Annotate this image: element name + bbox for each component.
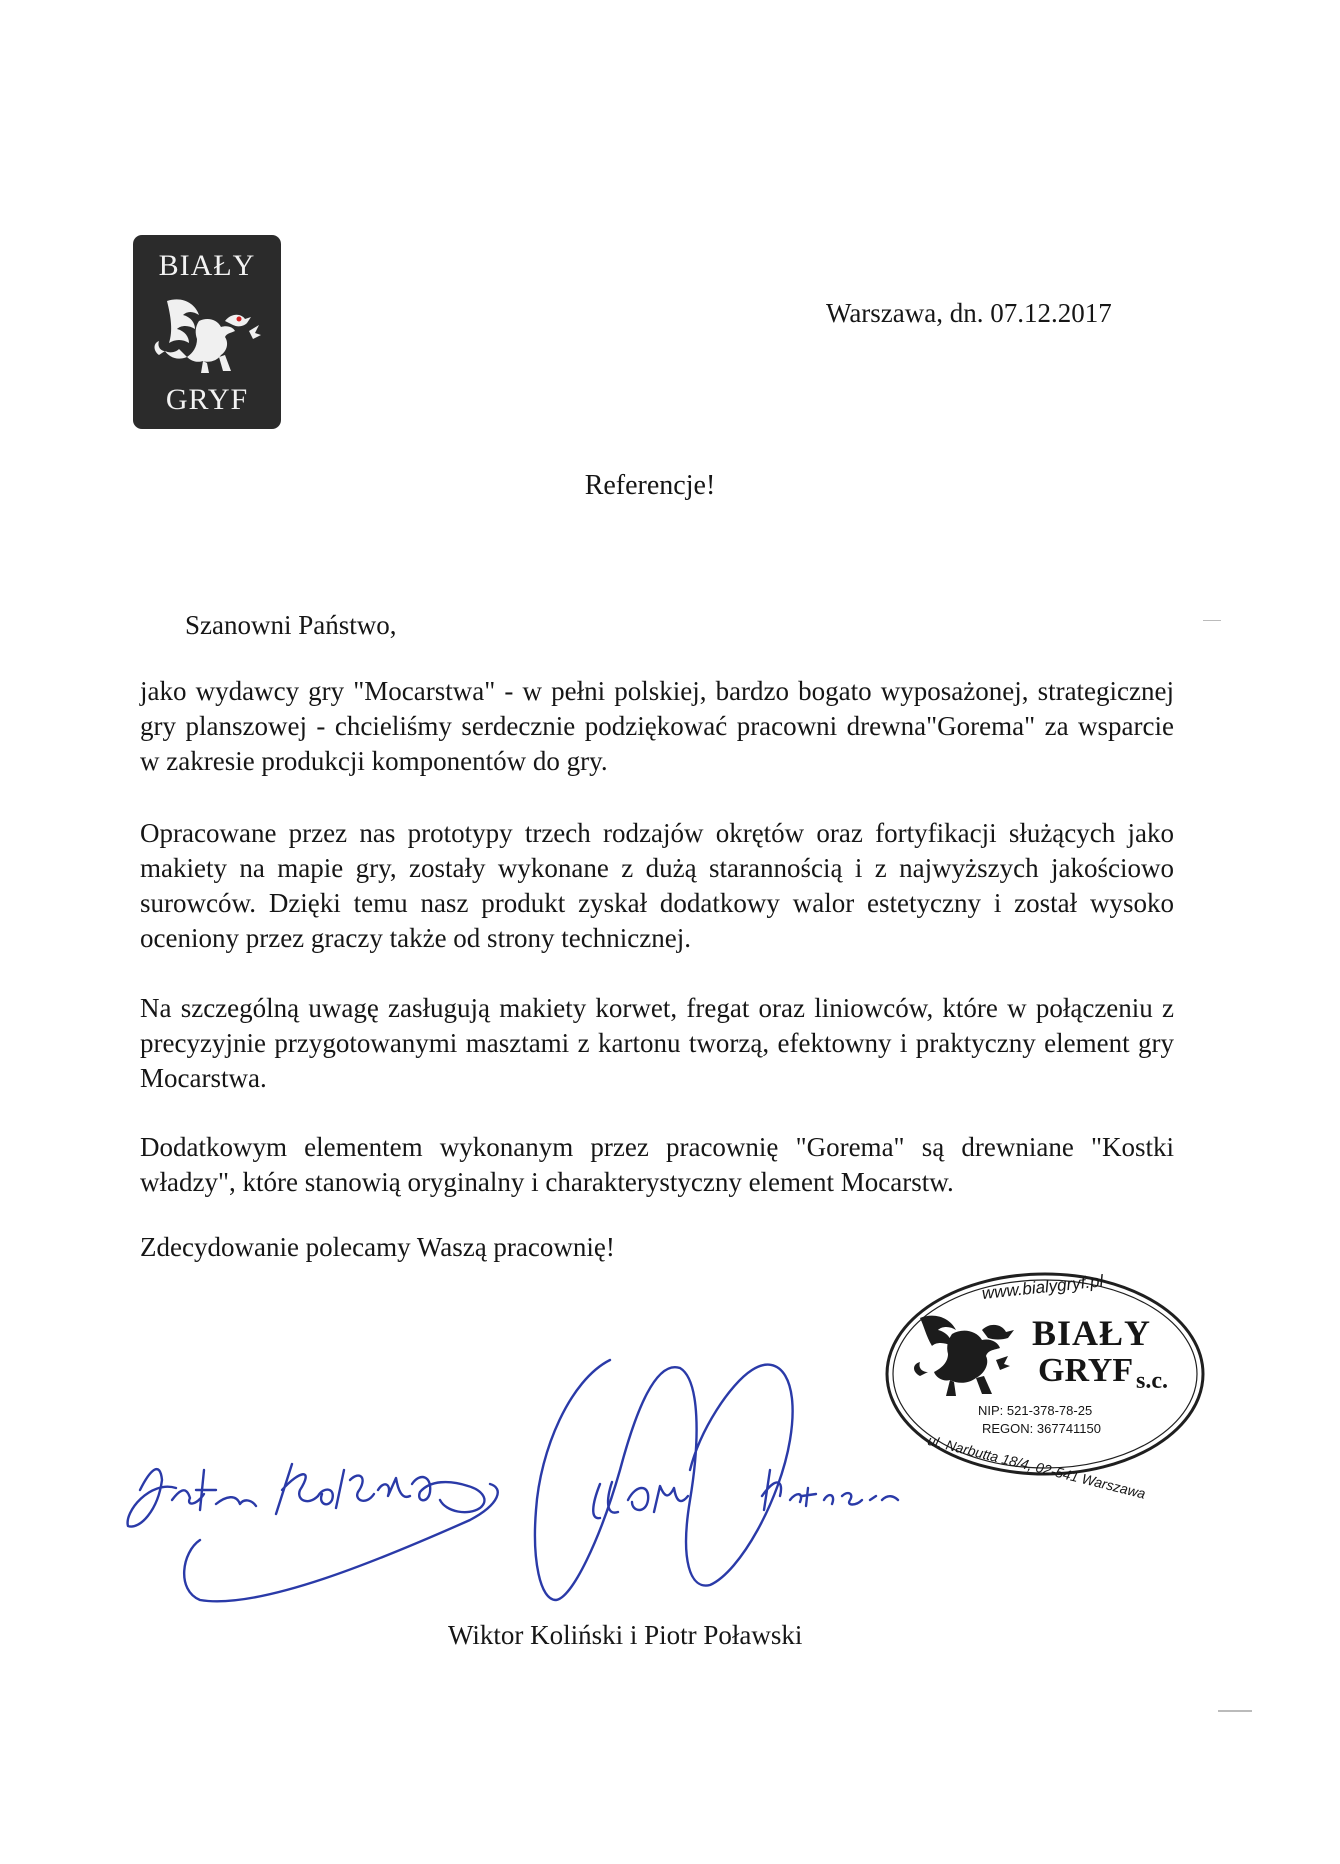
- letter-title: Referencje!: [584, 470, 716, 501]
- stamp-address: ul. Narbutta 18/4, 02-541 Warszawa: [926, 1432, 1148, 1502]
- paragraph-1: jako wydawcy gry "Mocarstwa" - w pełni polskiej, bardzo bogato wyposażonej, strategicznej gry planszowej - chcieliśmy serdecznie podziękować pracowni drewna"Gorema" za wsparcie w zakresie produkcji komponentów do gry.: [140, 676, 1174, 776]
- paragraph-3: Na szczególną uwagę zasługują makiety korwet, fregat oraz liniowców, które w połączeniu z precyzyjnie przygotowanymi masztami z kartonu tworzą, efektowny i praktyczny element gry Mocarstwa.: [140, 993, 1174, 1093]
- logo-line2: GRYF: [165, 383, 249, 416]
- stamp-name-line1: BIAŁY: [1032, 1313, 1152, 1353]
- stamp-url: www.bialygryf.pl: [980, 1271, 1105, 1303]
- stamp-regon: REGON: 367741150: [982, 1421, 1101, 1436]
- signatories: Wiktor Koliński i Piotr Poławski: [448, 1620, 803, 1650]
- paragraph-2: Opracowane przez nas prototypy trzech rodzajów okrętów oraz fortyfikacji służących jako makiety na mapie gry, zostały wykonane z dużą starannością i z najwyższych jakościowo surowców. Dzięki temu nasz produkt zyskał dodatkowy walor estetyczny i został wysoko oceniony przez graczy także od strony technicznej.: [140, 818, 1174, 953]
- stamp-name-line2: GRYF: [1038, 1352, 1134, 1389]
- stamp-suffix: s.c.: [1136, 1368, 1168, 1394]
- logo-line1: BIAŁY: [158, 249, 256, 282]
- stamp-nip: NIP: 521-378-78-25: [978, 1403, 1093, 1418]
- scan-speck: [1218, 1710, 1252, 1712]
- scan-speck: [1203, 620, 1221, 621]
- letter-date: Warszawa, dn. 07.12.2017: [826, 298, 1112, 328]
- salutation: Szanowni Państwo,: [185, 610, 397, 640]
- closing-line: Zdecydowanie polecamy Waszą pracownię!: [140, 1232, 615, 1262]
- paragraph-4: Dodatkowym elementem wykonanym przez pracownię "Gorema" są drewniane "Kostki władzy", które stanowią oryginalny i charakterystyczny element Mocarstw.: [140, 1132, 1174, 1197]
